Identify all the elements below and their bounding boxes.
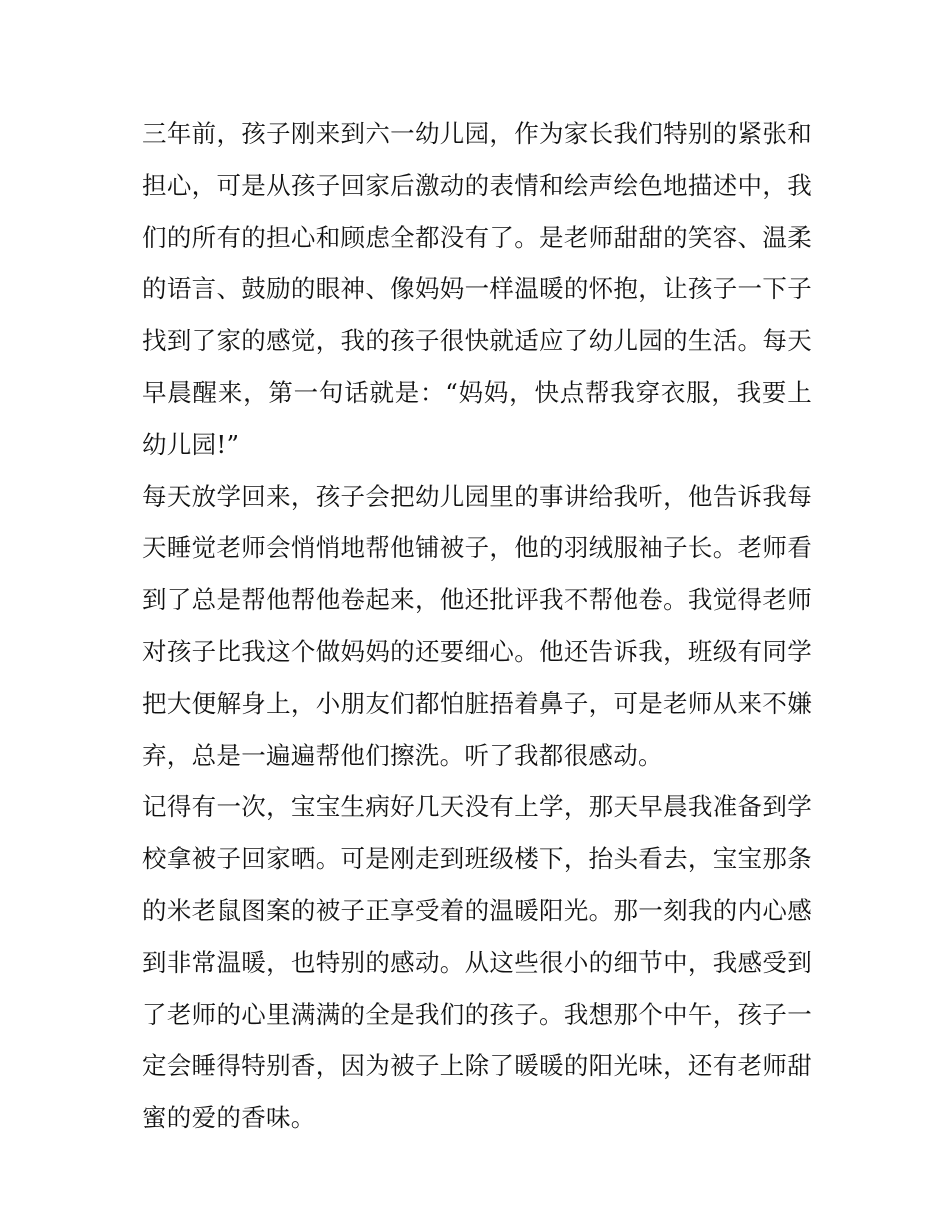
paragraph-quilt-in-sunshine: 记得有一次，宝宝生病好几天没有上学，那天早晨我准备到学校拿被子回家晒。可是刚走到班级楼下，抬头看去，宝宝那条的米老鼠图案的被子正享受着的温暖阳光。那一刻我的内心感到非常温暖，也特别的感动。从这些很小的细节中，我感受到了老师的心里满满的全是我们的孩子。我想那个中午，孩子一定会睡得特别香，因为被子上除了暖暖的阳光味，还有老师甜蜜的爱的香味。: [142, 792, 812, 1133]
paragraph-kindergarten-first-days: 三年前，孩子刚来到六一幼儿园，作为家长我们特别的紧张和担心，可是从孩子回家后激动的表情和绘声绘色地描述中，我们的所有的担心和顾虑全都没有了。是老师甜甜的笑容、温柔的语言、鼓励的眼神、像妈妈一样温暖的怀抱，让孩子一下子找到了家的感觉，我的孩子很快就适应了幼儿园的生活。每天早晨醒来，第一句话就是：“妈妈，快点帮我穿衣服，我要上幼儿园!”: [142, 119, 812, 459]
document-body: [142, 108, 812, 1144]
paragraph-teacher-care-stories: 每天放学回来，孩子会把幼儿园里的事讲给我听，他告诉我每天睡觉老师会悄悄地帮他铺被子，他的羽绒服袖子长。老师看到了总是帮他帮他卷起来，他还批评我不帮他卷。我觉得老师对孩子比我这个做妈妈的还要细心。他还告诉我，班级有同学把大便解身上，小朋友们都怕脏捂着鼻子，可是老师从来不嫌弃，总是一遍遍帮他们擦洗。听了我都很感动。: [142, 481, 812, 770]
